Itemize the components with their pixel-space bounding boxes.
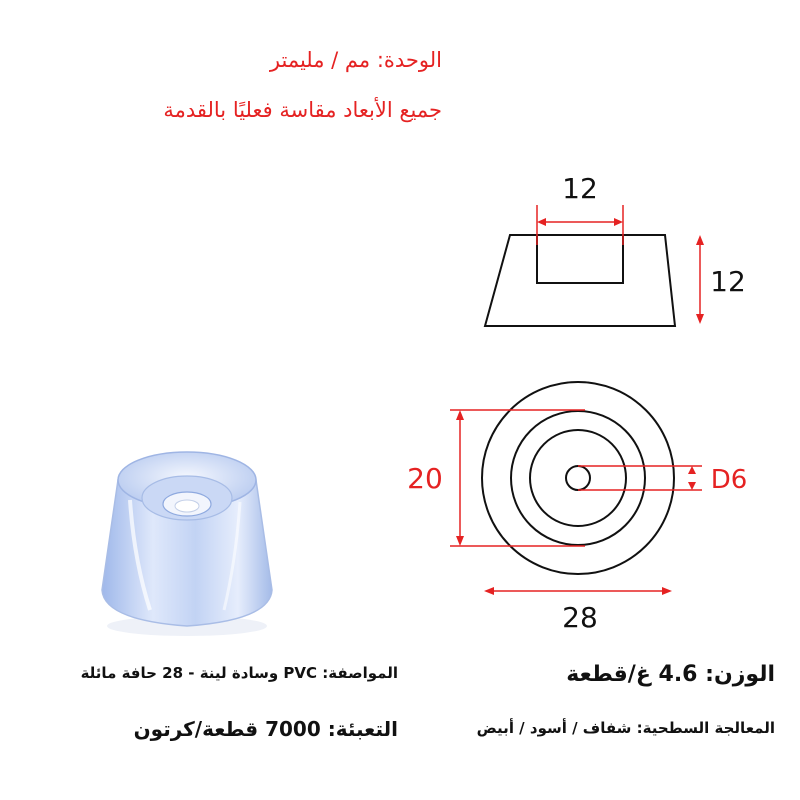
top-view-diagram [390, 365, 790, 635]
arrowhead-right [662, 587, 672, 595]
arrowhead-up [688, 466, 696, 474]
product-photo [90, 440, 290, 640]
arrowhead-left [484, 587, 494, 595]
arrowhead-down [696, 314, 704, 324]
packing-spec: التعبئة: 7000 قطعة/كرتون [133, 717, 398, 741]
arrowhead-down [688, 482, 696, 490]
inner-circle [511, 411, 645, 545]
measurement-note: جميع الأبعاد مقاسة فعليًا بالقدمة [163, 98, 442, 122]
recess-outline [537, 235, 623, 283]
arrowhead-right [614, 218, 623, 226]
arrowhead-up [456, 410, 464, 420]
weight-spec: الوزن: 4.6 غ/قطعة [566, 662, 775, 687]
arrowhead-left [537, 218, 546, 226]
height-label: 12 [710, 265, 746, 298]
arrowhead-up [696, 235, 704, 245]
material-spec: المواصفة: PVC وسادة لينة - 28 حافة مائلة [80, 664, 398, 682]
top-width-label: 12 [562, 172, 598, 205]
outer-diameter-label: 28 [562, 601, 598, 634]
trapezoid-outline [485, 235, 675, 326]
arrowhead-down [456, 536, 464, 546]
recess-circle [530, 430, 626, 526]
hole-diameter-label: D6 [710, 465, 748, 495]
unit-note: الوحدة: مم / مليمتر [269, 48, 442, 72]
side-view-diagram [470, 160, 790, 360]
surface-spec: المعالجة السطحية: شفاف / أسود / أبيض [476, 719, 775, 737]
inner-diameter-label: 20 [407, 462, 443, 495]
hole-circle [566, 466, 590, 490]
